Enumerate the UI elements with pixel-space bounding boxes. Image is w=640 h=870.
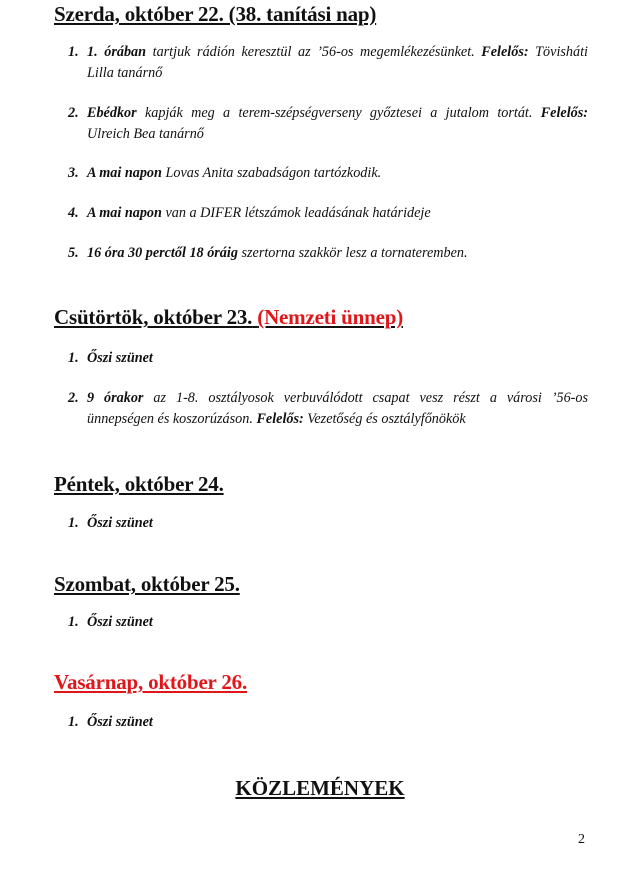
item-bold: Őszi szünet — [87, 515, 153, 531]
list-item — [68, 42, 588, 84]
item-bold: 1. órában — [87, 44, 147, 60]
list-item — [68, 203, 588, 224]
announcements-heading: KÖZLEMÉNYEK — [235, 776, 405, 800]
item-text: Lovas Anita szabadságon tartózkodik. — [161, 165, 382, 181]
item-number: 2. — [68, 390, 79, 406]
item-text: szertorna szakkör lesz a tornateremben. — [237, 245, 468, 261]
item-bold: 16 óra 30 perctől 18 óráig — [87, 245, 238, 261]
day-heading-sunday: Vasárnap, október 26. — [54, 670, 248, 694]
list-item — [68, 388, 588, 430]
list-item — [68, 103, 588, 145]
responsible-person: Ulreich Bea tanárnő — [87, 126, 204, 142]
item-number: 1. — [68, 614, 79, 630]
item-bold: A mai napon — [87, 205, 162, 221]
item-number: 3. — [68, 165, 79, 181]
item-number: 4. — [68, 205, 79, 221]
responsible-person: Tövisháti Lilla tanárnő — [87, 44, 588, 81]
day-heading-wednesday: Szerda, október 22. (38. tanítási nap) — [54, 2, 377, 26]
item-text: az 1-8. osztályosok verbuválódott csapat vesz részt a városi ’56-os ünnepségen és koszorúzáson. — [87, 390, 589, 427]
item-bold: Ebédkor — [87, 105, 137, 121]
item-number: 1. — [68, 44, 79, 60]
day-heading-thursday — [54, 305, 403, 330]
item-bold: A mai napon — [87, 165, 162, 181]
list-item — [68, 348, 588, 369]
responsible-label: Felelős: — [256, 411, 304, 427]
page-number: 2 — [578, 832, 585, 847]
item-number: 2. — [68, 105, 79, 121]
day-heading-text: Csütörtök, október 23. — [54, 305, 253, 329]
item-bold: Őszi szünet — [87, 714, 153, 730]
responsible-person: Vezetőség és osztályfőnökök — [303, 411, 466, 427]
item-bold: Őszi szünet — [87, 350, 153, 366]
day-heading-friday: Péntek, október 24. — [54, 472, 224, 496]
item-bold: 9 órakor — [87, 390, 144, 406]
list-item — [68, 163, 588, 184]
responsible-label: Felelős: — [481, 44, 529, 60]
item-text: van a DIFER létszámok leadásának határideje — [161, 205, 431, 221]
responsible-label: Felelős: — [540, 105, 588, 121]
item-bold: Őszi szünet — [87, 614, 153, 630]
day-heading-saturday: Szombat, október 25. — [54, 572, 240, 596]
item-number: 1. — [68, 714, 79, 730]
list-item — [68, 612, 588, 633]
list-item — [68, 243, 588, 264]
item-number: 5. — [68, 245, 79, 261]
list-item — [68, 712, 588, 733]
holiday-label: (Nemzeti ünnep) — [257, 305, 404, 329]
item-number: 1. — [68, 515, 79, 531]
item-number: 1. — [68, 350, 79, 366]
list-item — [68, 513, 588, 534]
item-text: tartjuk rádión keresztül az ’56-os megemlékezésünket. — [146, 44, 482, 60]
item-text: kapják meg a terem-szépségverseny győztesei a jutalom tortát. — [136, 105, 541, 121]
